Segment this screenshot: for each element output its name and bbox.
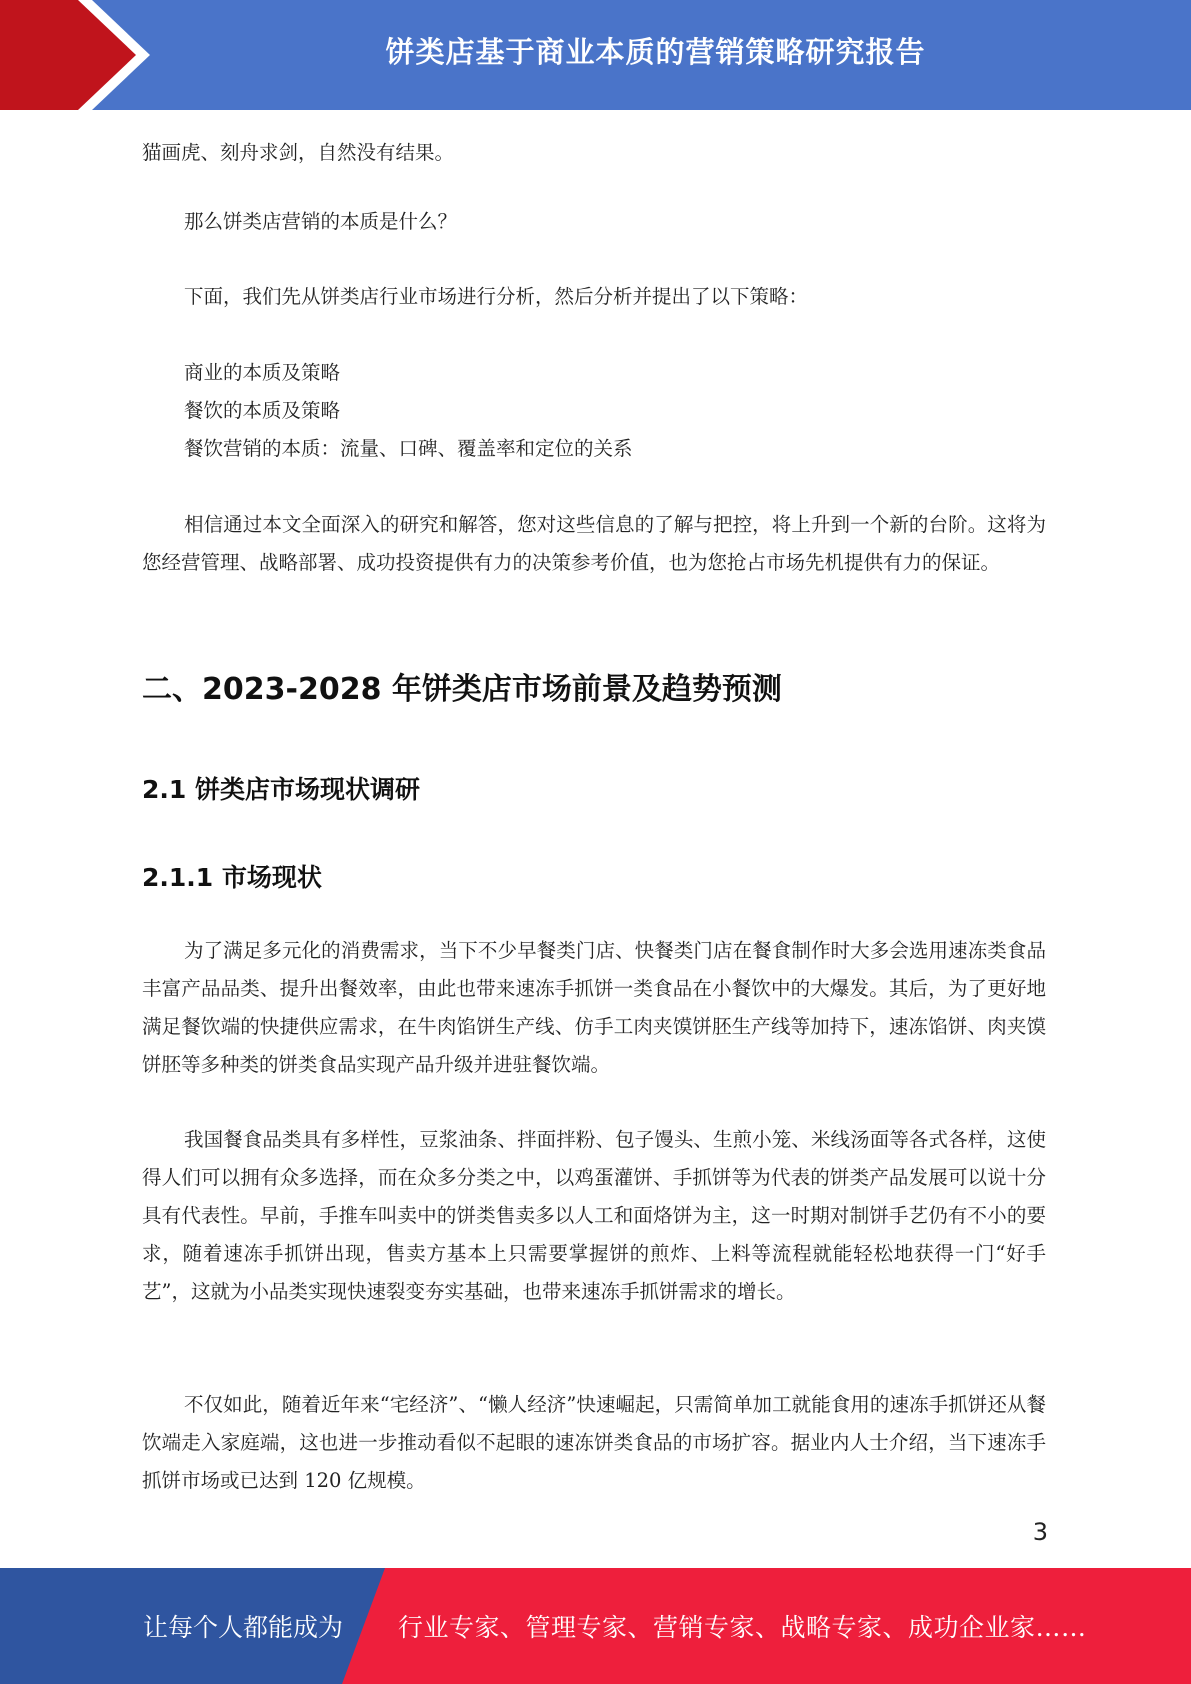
paragraph-conclusion: 相信通过本文全面深入的研究和解答，您对这些信息的了解与把控，将上升到一个新的台阶。这将为您经营管理、战略部署、成功投资提供有力的决策参考价值，也为您抢占市场先机提供有力的保证。	[142, 513, 1046, 574]
paragraph-market-2: 我国餐食品类具有多样性，豆浆油条、拌面拌粉、包子馒头、生煎小笼、米线汤面等各式各样，这使得人们可以拥有众多选择，而在众多分类之中，以鸡蛋灌饼、手抓饼等为代表的饼类产品发展可以说十分具有代表性。早前，手推车叫卖中的饼类售卖多以人工和面烙饼为主，这一时期对制饼手艺仍有不小的要求，随着速冻手抓饼出现，售卖方基本上只需要掌握饼的煎炸、上料等流程就能轻松地获得一门“好手艺”，这就为小品类实现快速裂变夯实基础，也带来速冻手抓饼需求的增长。	[142, 1128, 1046, 1303]
footer-slogan-left: 让每个人都能成为	[143, 1613, 344, 1642]
list-item: 餐饮的本质及策略	[184, 399, 341, 422]
list-item: 商业的本质及策略	[184, 361, 341, 384]
subsection-heading: 2.1 饼类店市场现状调研	[142, 775, 420, 804]
list-item: 餐饮营销的本质：流量、口碑、覆盖率和定位的关系	[184, 437, 633, 460]
page-number: 3	[1032, 1518, 1048, 1546]
header-title: 饼类店基于商业本质的营销策略研究报告	[385, 34, 926, 69]
paragraph-market-3: 不仅如此，随着近年来“宅经济”、“懒人经济”快速崛起，只需简单加工就能食用的速冻手抓饼还从餐饮端走入家庭端，这也进一步推动看似不起眼的速冻饼类食品的市场扩容。据业内人士介绍，当下速冻手抓饼市场或已达到 120 亿规模。	[142, 1393, 1046, 1492]
footer-slogan-right: 行业专家、管理专家、营销专家、战略专家、成功企业家……	[398, 1613, 1087, 1642]
page-footer	[0, 1568, 1191, 1684]
section-heading: 二、2023-2028 年饼类店市场前景及趋势预测	[142, 672, 782, 707]
paragraph-continuation: 猫画虎、刻舟求剑，自然没有结果。	[142, 141, 455, 164]
paragraph-question: 那么饼类店营销的本质是什么？	[184, 210, 458, 233]
paragraph-intro: 下面，我们先从饼类店行业市场进行分析，然后分析并提出了以下策略：	[184, 285, 809, 308]
paragraph-market-1: 为了满足多元化的消费需求，当下不少早餐类门店、快餐类门店在餐食制作时大多会选用速冻类食品丰富产品品类、提升出餐效率，由此也带来速冻手抓饼一类食品在小餐饮中的大爆发。其后，为了更好地满足餐饮端的快捷供应需求，在牛肉馅饼生产线、仿手工肉夹馍饼胚生产线等加持下，速冻馅饼、肉夹馍饼胚等多种类的饼类食品实现产品升级并进驻餐饮端。	[142, 939, 1046, 1076]
page-header	[0, 0, 1191, 110]
subsubsection-heading: 2.1.1 市场现状	[142, 863, 322, 892]
